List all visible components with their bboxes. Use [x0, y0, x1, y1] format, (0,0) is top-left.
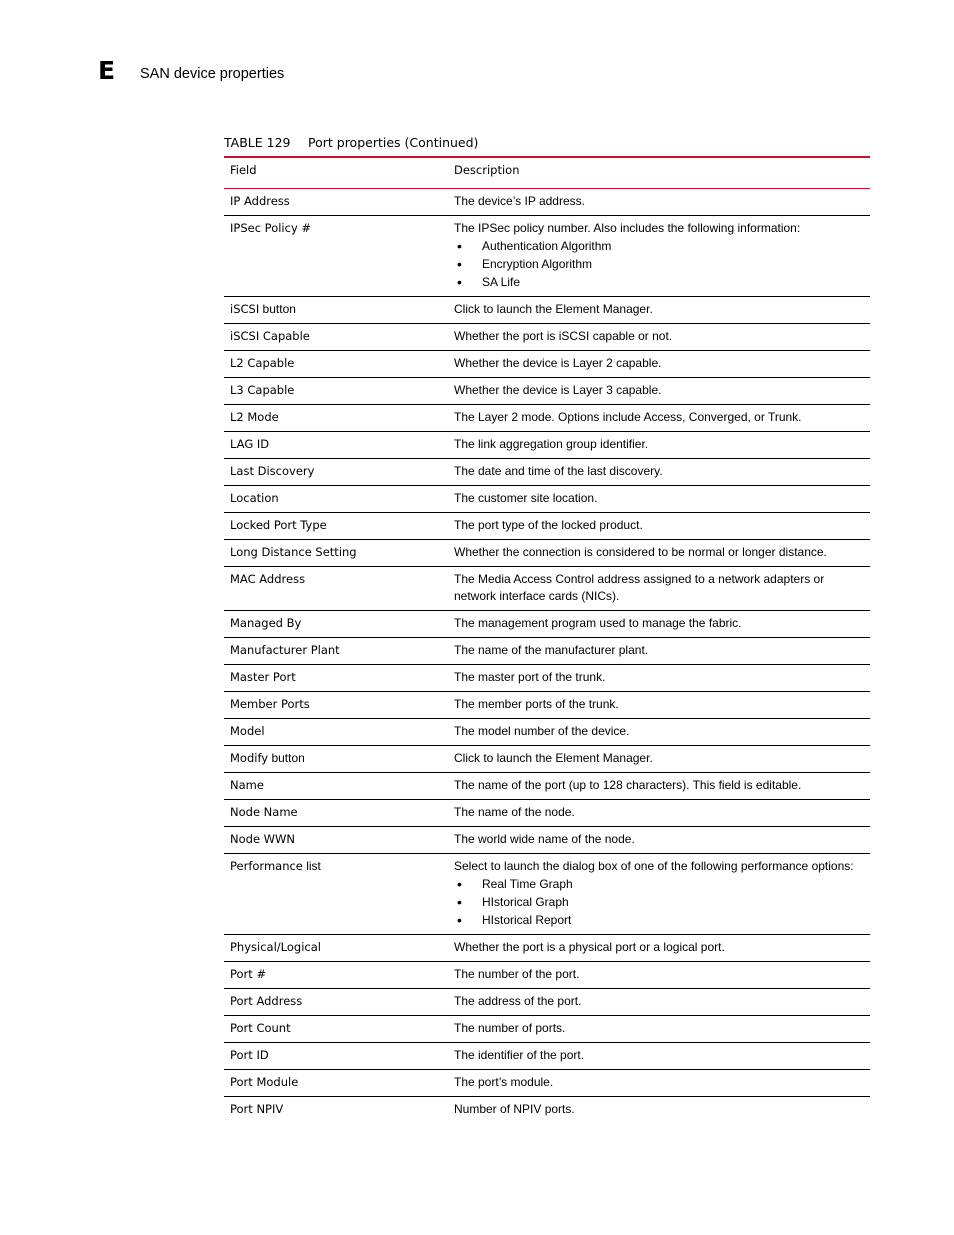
- field-name: Node WWN: [230, 831, 296, 846]
- description-cell: [448, 566, 870, 610]
- field-cell: [224, 826, 448, 853]
- description-text: The customer site location.: [454, 490, 598, 505]
- description-cell: [448, 215, 870, 296]
- bullet-text: Real Time Graph: [482, 876, 573, 891]
- bullet-item: [454, 273, 864, 291]
- bullet-text: Encryption Algorithm: [482, 256, 593, 271]
- description-text: Whether the device is Layer 3 capable.: [454, 382, 662, 397]
- field-name: IP Address: [230, 193, 290, 208]
- table-caption: [224, 135, 478, 151]
- bullet-list: [454, 875, 864, 929]
- column-header-description: Description: [454, 163, 520, 177]
- table-row: [224, 610, 870, 637]
- field-name: Port Module: [230, 1074, 299, 1089]
- field-cell: [224, 539, 448, 566]
- description-text: The name of the node.: [454, 804, 575, 819]
- field-cell: [224, 1015, 448, 1042]
- field-name: IPSec Policy #: [230, 220, 312, 235]
- field-name: Node Name: [230, 804, 298, 819]
- description-cell: [448, 350, 870, 377]
- description-text: Whether the port is a physical port or a logical port.: [454, 939, 725, 954]
- description-text: The number of ports.: [454, 1020, 566, 1035]
- table-row: [224, 1042, 870, 1069]
- bullet-icon: •: [457, 911, 462, 928]
- bullet-list: [454, 237, 864, 291]
- table-row: [224, 988, 870, 1015]
- description-cell: [448, 539, 870, 566]
- field-name: Master Port: [230, 669, 296, 684]
- field-name: Location: [230, 490, 279, 505]
- bullet-item: [454, 875, 864, 893]
- field-name: Locked Port Type: [230, 517, 327, 532]
- field-name: L2 Mode: [230, 409, 279, 424]
- table-row: [224, 664, 870, 691]
- description-text: The device’s IP address.: [454, 193, 585, 208]
- description-text: The name of the manufacturer plant.: [454, 642, 649, 657]
- description-text: The identifier of the port.: [454, 1047, 585, 1062]
- field-name: L2 Capable: [230, 355, 295, 370]
- field-cell: [224, 772, 448, 799]
- field-name: L3 Capable: [230, 382, 295, 397]
- description-text: The Layer 2 mode. Options include Access, Converged, or Trunk.: [454, 409, 802, 424]
- bullet-text: HIstorical Report: [482, 912, 572, 927]
- field-cell: [224, 215, 448, 296]
- table-row: [224, 539, 870, 566]
- description-text: The IPSec policy number. Also includes the following information:: [454, 220, 801, 235]
- description-text: The name of the port (up to 128 characters). This field is editable.: [454, 777, 802, 792]
- table-row: [224, 826, 870, 853]
- table-row: [224, 1015, 870, 1042]
- description-cell: [448, 853, 870, 934]
- table-row: [224, 799, 870, 826]
- field-name: Port NPIV: [230, 1101, 284, 1116]
- field-cell: [224, 431, 448, 458]
- table-number: TABLE 129: [224, 135, 291, 150]
- table-row: [224, 377, 870, 404]
- description-cell: [448, 296, 870, 323]
- description-cell: [448, 745, 870, 772]
- description-text: The number of the port.: [454, 966, 580, 981]
- description-cell: [448, 1096, 870, 1123]
- bullet-icon: •: [457, 875, 462, 892]
- field-name: Last Discovery: [230, 463, 315, 478]
- table-row: [224, 188, 870, 215]
- table-title: Port properties (Continued): [308, 135, 479, 150]
- description-cell: [448, 610, 870, 637]
- field-cell: [224, 799, 448, 826]
- field-name: Managed By: [230, 615, 302, 630]
- table-row: [224, 404, 870, 431]
- field-name: LAG ID: [230, 436, 270, 451]
- description-cell: [448, 772, 870, 799]
- description-cell: [448, 323, 870, 350]
- description-cell: [448, 1069, 870, 1096]
- description-cell: [448, 512, 870, 539]
- description-cell: [448, 431, 870, 458]
- description-cell: [448, 188, 870, 215]
- description-cell: [448, 1042, 870, 1069]
- field-cell: [224, 485, 448, 512]
- description-cell: [448, 637, 870, 664]
- description-cell: [448, 826, 870, 853]
- description-cell: [448, 458, 870, 485]
- column-header-field: Field: [230, 163, 257, 177]
- description-cell: [448, 404, 870, 431]
- description-text: The master port of the trunk.: [454, 669, 606, 684]
- field-cell: [224, 458, 448, 485]
- field-name: Performance: [230, 858, 303, 873]
- field-cell: [224, 512, 448, 539]
- bullet-icon: •: [457, 273, 462, 290]
- description-text: Whether the connection is considered to be normal or longer distance.: [454, 544, 827, 559]
- bullet-item: [454, 911, 864, 929]
- field-name: Long Distance Setting: [230, 544, 357, 559]
- field-name: Port #: [230, 966, 267, 981]
- field-name: Model: [230, 723, 265, 738]
- field-cell: [224, 296, 448, 323]
- bullet-item: [454, 255, 864, 273]
- table-row: [224, 718, 870, 745]
- field-suffix: list: [302, 858, 321, 873]
- table-row: [224, 772, 870, 799]
- field-name: Name: [230, 777, 264, 792]
- description-cell: [448, 961, 870, 988]
- field-cell: [224, 404, 448, 431]
- table-row: [224, 691, 870, 718]
- field-cell: [224, 853, 448, 934]
- description-text: Whether the device is Layer 2 capable.: [454, 355, 662, 370]
- table-row: [224, 637, 870, 664]
- field-cell: [224, 934, 448, 961]
- description-text: The member ports of the trunk.: [454, 696, 619, 711]
- description-text: The world wide name of the node.: [454, 831, 635, 846]
- description-cell: [448, 934, 870, 961]
- description-text: The date and time of the last discovery.: [454, 463, 663, 478]
- field-suffix: button: [268, 750, 305, 765]
- description-text: Click to launch the Element Manager.: [454, 301, 653, 316]
- field-name: Manufacturer Plant: [230, 642, 340, 657]
- bullet-icon: •: [457, 237, 462, 254]
- field-cell: [224, 350, 448, 377]
- field-cell: [224, 1096, 448, 1123]
- field-name: Modify: [230, 750, 269, 765]
- bullet-icon: •: [457, 255, 462, 272]
- table-row: [224, 485, 870, 512]
- description-text: Select to launch the dialog box of one of the following performance options:: [454, 858, 854, 873]
- description-cell: [448, 1015, 870, 1042]
- description-cell: [448, 664, 870, 691]
- bullet-text: Authentication Algorithm: [482, 238, 612, 253]
- field-name: iSCSI: [230, 301, 260, 316]
- bullet-item: [454, 237, 864, 255]
- table-row: [224, 215, 870, 296]
- description-cell: [448, 485, 870, 512]
- field-name: Port Count: [230, 1020, 291, 1035]
- description-text: The model number of the device.: [454, 723, 630, 738]
- table-row: [224, 745, 870, 772]
- field-cell: [224, 745, 448, 772]
- table-row: [224, 323, 870, 350]
- port-properties-table: [224, 156, 870, 1123]
- description-text: The link aggregation group identifier.: [454, 436, 649, 451]
- table-row: [224, 1069, 870, 1096]
- description-text: The Media Access Control address assigned to a network adapters or network interface cards (NICs).: [454, 571, 825, 603]
- description-text: Number of NPIV ports.: [454, 1101, 575, 1116]
- bullet-item: [454, 893, 864, 911]
- field-cell: [224, 691, 448, 718]
- description-cell: [448, 718, 870, 745]
- table-row: [224, 458, 870, 485]
- bullet-text: HIstorical Graph: [482, 894, 569, 909]
- table-row: [224, 431, 870, 458]
- page-header-title: SAN device properties: [140, 66, 285, 82]
- field-suffix: button: [259, 301, 296, 316]
- field-name: Port ID: [230, 1047, 269, 1062]
- description-text: The management program used to manage the fabric.: [454, 615, 742, 630]
- field-cell: [224, 566, 448, 610]
- field-name: Physical/Logical: [230, 939, 321, 954]
- field-name: Member Ports: [230, 696, 310, 711]
- field-name: Port Address: [230, 993, 303, 1008]
- description-text: The port’s module.: [454, 1074, 554, 1089]
- field-cell: [224, 718, 448, 745]
- field-name: MAC Address: [230, 571, 306, 586]
- field-cell: [224, 377, 448, 404]
- field-cell: [224, 1042, 448, 1069]
- description-cell: [448, 377, 870, 404]
- description-text: The address of the port.: [454, 993, 582, 1008]
- field-cell: [224, 610, 448, 637]
- table-row: [224, 1096, 870, 1123]
- description-cell: [448, 799, 870, 826]
- field-cell: [224, 961, 448, 988]
- table-row: [224, 296, 870, 323]
- field-cell: [224, 323, 448, 350]
- field-cell: [224, 637, 448, 664]
- description-cell: [448, 988, 870, 1015]
- bullet-icon: •: [457, 893, 462, 910]
- field-cell: [224, 988, 448, 1015]
- bullet-text: SA Life: [482, 274, 521, 289]
- field-cell: [224, 188, 448, 215]
- field-cell: [224, 664, 448, 691]
- description-text: Whether the port is iSCSI capable or not.: [454, 328, 673, 343]
- field-name: iSCSI Capable: [230, 328, 310, 343]
- table-row: [224, 934, 870, 961]
- description-cell: [448, 691, 870, 718]
- table-row: [224, 853, 870, 934]
- table-row: [224, 961, 870, 988]
- description-text: Click to launch the Element Manager.: [454, 750, 653, 765]
- table-row: [224, 566, 870, 610]
- table-row: [224, 350, 870, 377]
- appendix-letter: E: [98, 56, 116, 85]
- table-row: [224, 512, 870, 539]
- description-text: The port type of the locked product.: [454, 517, 643, 532]
- field-cell: [224, 1069, 448, 1096]
- table-header-row: [224, 157, 870, 188]
